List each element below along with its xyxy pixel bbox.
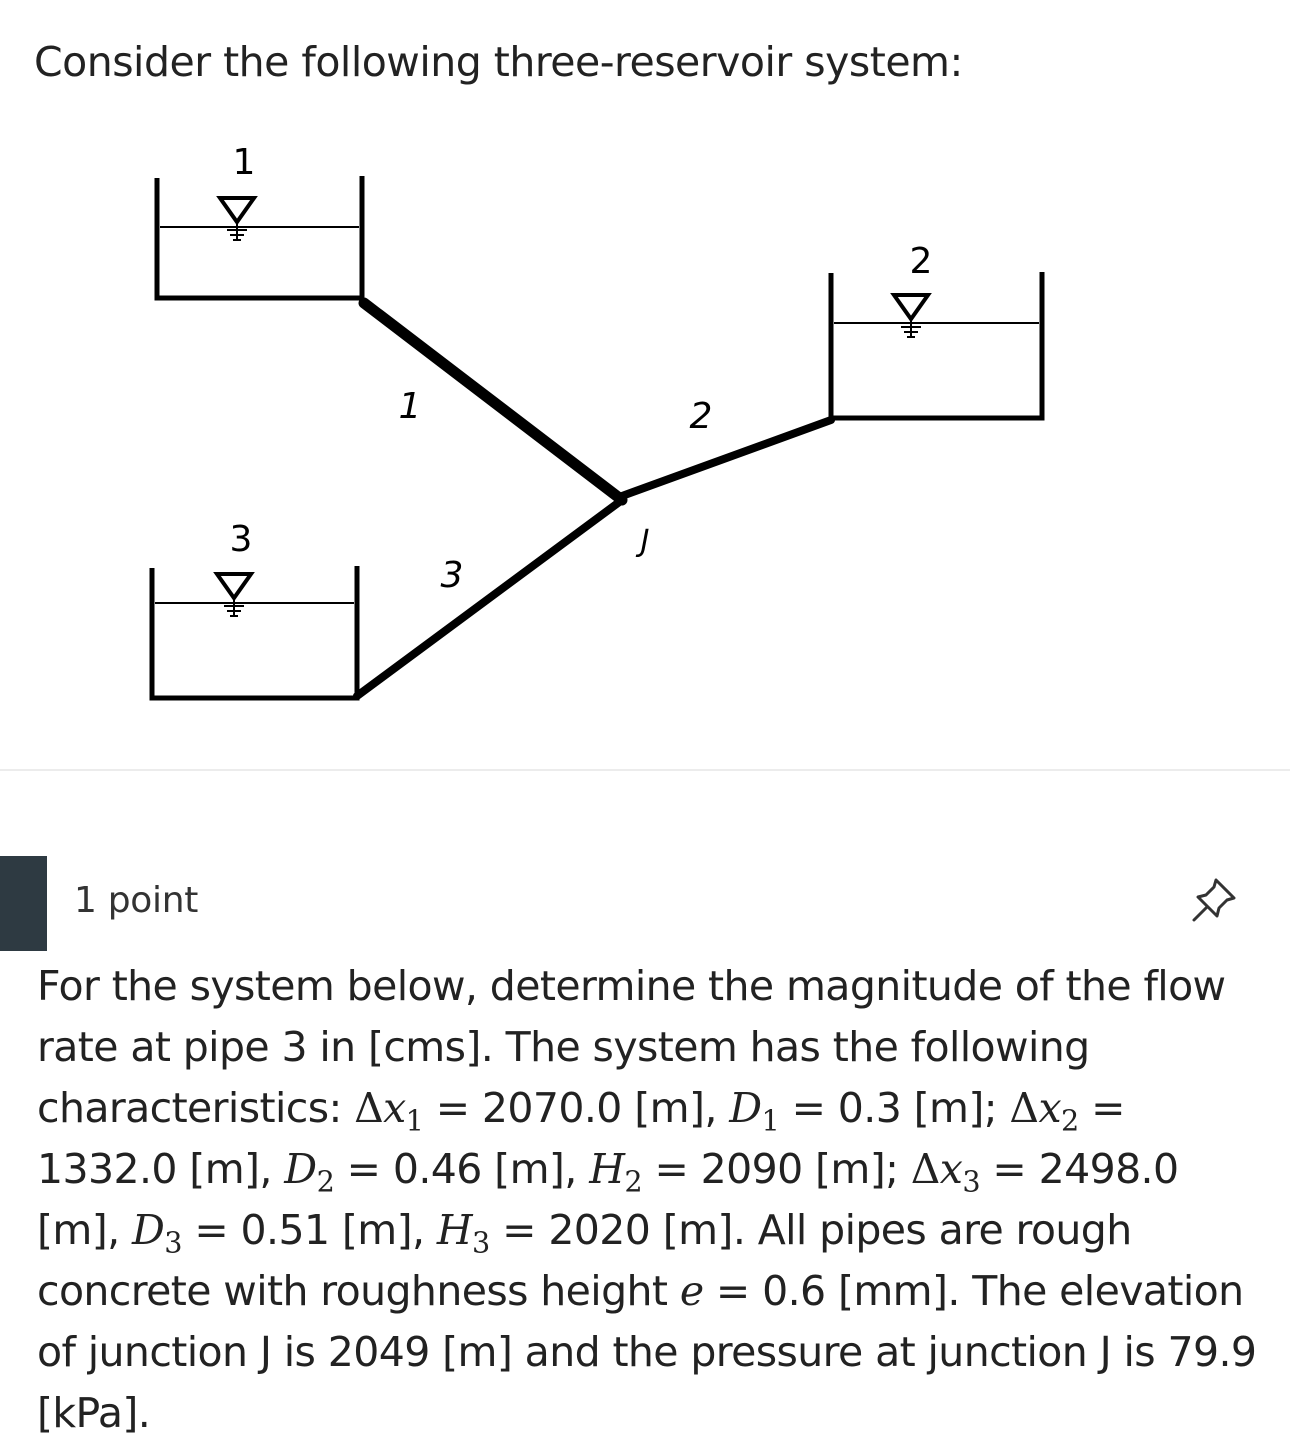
- question-text-intro: For the system below, determine the magnitude of the flow rate at pipe 3 in [cms]. The system has the following characteristics:: [37, 962, 1226, 1132]
- reservoir-1: [157, 142, 362, 298]
- delta-x1-symbol: $\Delta x_1$: [354, 1084, 424, 1138]
- d1-symbol: $D_1$: [729, 1084, 780, 1138]
- diameter-2: = 0.46 [m],: [346, 1145, 590, 1193]
- pipe-2-label: 2: [689, 396, 713, 437]
- question-points: 1 point: [74, 880, 199, 921]
- pin-icon[interactable]: [1186, 872, 1242, 928]
- pipe-3-label: 3: [440, 555, 464, 596]
- junction-label: J: [640, 524, 650, 559]
- length-3: = 2498.0 [m],: [37, 1145, 1179, 1254]
- d3-symbol: $D_3$: [132, 1206, 182, 1260]
- d2-symbol: $D_2$: [284, 1145, 335, 1199]
- roughness-symbol: e: [679, 1267, 704, 1315]
- head-3: = 2020 [m]. All pipes are rough concrete with roughness height: [37, 1206, 1132, 1315]
- length-2: = 1332.0 [m],: [37, 1084, 1125, 1193]
- reservoir-3-label: 3: [229, 519, 253, 560]
- reservoir-2-label: 2: [909, 241, 933, 282]
- delta-x3-symbol: $\Delta x_3$: [910, 1145, 980, 1199]
- water-surface-icon: [217, 574, 251, 617]
- reservoir-1-label: 1: [232, 142, 256, 183]
- reservoir-3: [152, 519, 357, 698]
- section-divider: [0, 769, 1290, 771]
- reservoir-2: [831, 241, 1042, 418]
- h3-symbol: $H_3$: [436, 1206, 490, 1260]
- pipe-3: [357, 500, 622, 696]
- water-surface-icon: [220, 198, 254, 240]
- head-2: = 2090 [m];: [654, 1145, 911, 1193]
- h2-symbol: $H_2$: [589, 1145, 642, 1199]
- pipe-1-label: 1: [398, 386, 422, 427]
- diameter-3: = 0.51 [m],: [194, 1206, 437, 1254]
- water-surface-icon: [894, 295, 928, 338]
- length-1: = 2070.0 [m],: [435, 1084, 730, 1132]
- pipe-2: [622, 420, 831, 496]
- reservoir-diagram: [0, 130, 1290, 730]
- diameter-1: = 0.3 [m];: [791, 1084, 1010, 1132]
- roughness-and-junction: = 0.6 [mm]. The elevation of junction J is 2049 [m] and the pressure at junction J is 79.9 [kPa].: [37, 1267, 1257, 1437]
- delta-x2-symbol: $\Delta x_2$: [1009, 1084, 1079, 1138]
- question-marker: [0, 856, 47, 951]
- question-text: [37, 956, 1257, 1444]
- intro-heading: Consider the following three-reservoir system:: [34, 38, 963, 86]
